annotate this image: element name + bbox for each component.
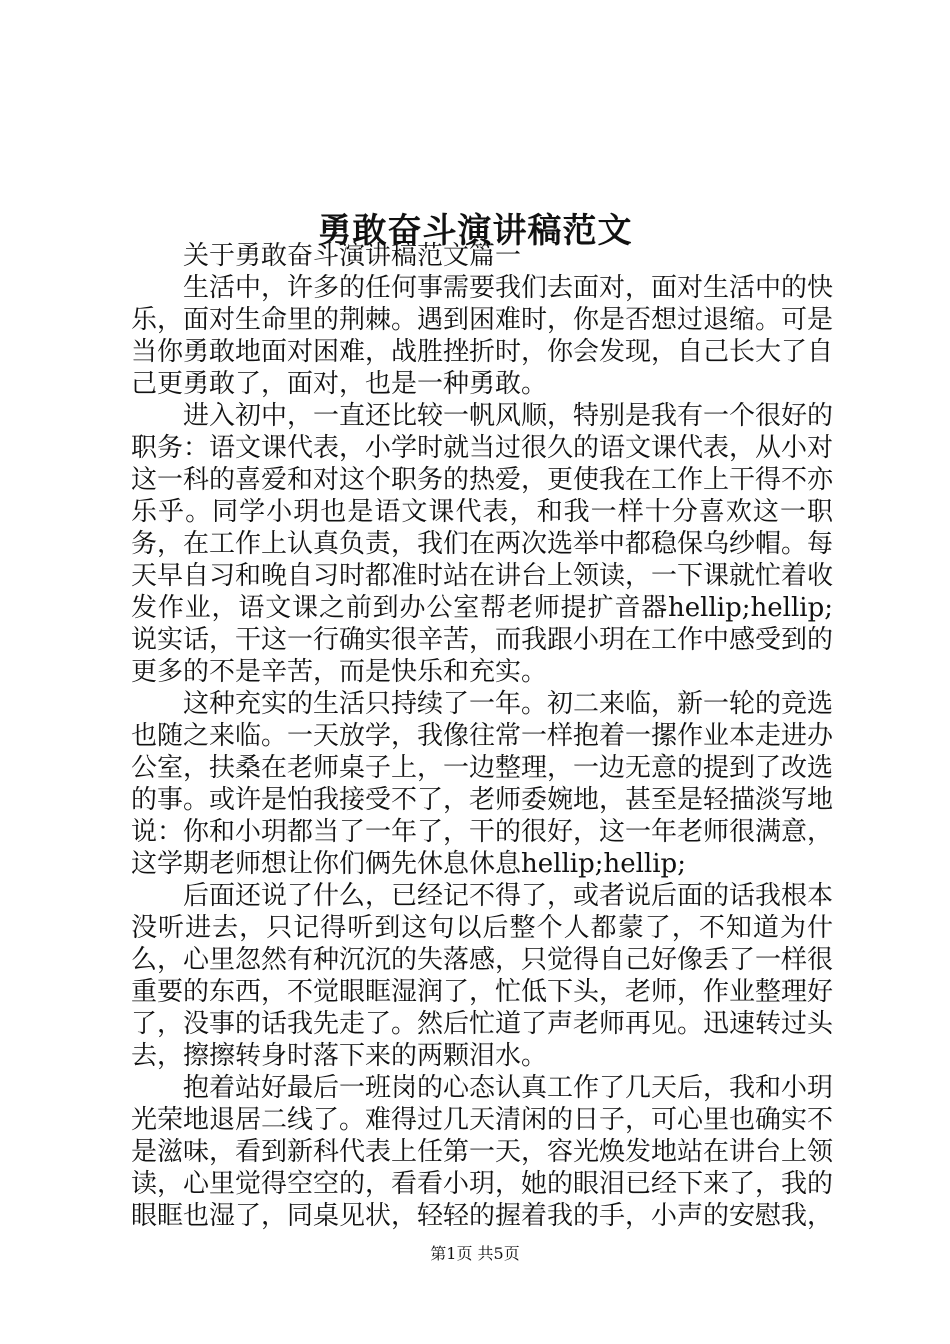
page-number-footer: 第1页 共5页 xyxy=(430,1244,520,1263)
body-paragraph: 后面还说了什么，已经记不得了，或者说后面的话我根本没听进去，只记得听到这句以后整个人都蒙了，不知道为什么，心里忽然有种沉沉的失落感，只觉得自己好像丢了一样很重要的东西，不觉眼眶湿润了，忙低下头，老师，作业整理好了，没事的话我先走了。然后忙道了声老师再见。迅速转过头去，擦擦转身时落下来的两颗泪水。 xyxy=(131,881,834,1071)
document-title: 勇敢奋斗演讲稿范文 xyxy=(317,210,633,251)
body-paragraph: 抱着站好最后一班岗的心态认真工作了几天后，我和小玥光荣地退居二线了。难得过几天清闲的日子，可心里也确实不是滋味，看到新科代表上任第一天，容光焕发地站在讲台上领读，心里觉得空空的，看看小玥，她的眼泪已经下来了，我的眼眶也湿了，同桌见状，轻轻的握着我的手，小声的安慰我， xyxy=(131,1073,834,1231)
body-paragraph: 这种充实的生活只持续了一年。初二来临，新一轮的竞选也随之来临。一天放学，我像往常一样抱着一摞作业本走进办公室，扶桑在老师桌子上，一边整理，一边无意的提到了改选的事。或许是怕我接受不了，老师委婉地，甚至是轻描淡写地说：你和小玥都当了一年了，干的很好，这一年老师很满意，这学期老师想让你们俩先休息休息hellip;hellip; xyxy=(131,689,834,879)
subtitle-paragraph: 关于勇敢奋斗演讲稿范文篇一 xyxy=(183,241,522,271)
body-paragraph: 进入初中，一直还比较一帆风顺，特别是我有一个很好的职务：语文课代表，小学时就当过很久的语文课代表，从小对这一科的喜爱和对这个职务的热爱，更使我在工作上干得不亦乐乎。同学小玥也是语文课代表，和我一样十分喜欢这一职务，在工作上认真负责，我们在两次选举中都稳保乌纱帽。每天早自习和晚自习时都准时站在讲台上领读，一下课就忙着收发作业，语文课之前到办公室帮老师提扩音器hellip;hellip;说实话，干这一行确实很辛苦，而我跟小玥在工作中感受到的更多的不是辛苦，而是快乐和充实。 xyxy=(131,401,834,687)
document-body xyxy=(131,240,833,1232)
body-paragraph: 生活中，许多的任何事需要我们去面对，面对生活中的快乐，面对生命里的荆棘。遇到困难时，你是否想过退缩。可是当你勇敢地面对困难，战胜挫折时，你会发现，自己长大了自己更勇敢了，面对，也是一种勇敢。 xyxy=(131,273,834,399)
